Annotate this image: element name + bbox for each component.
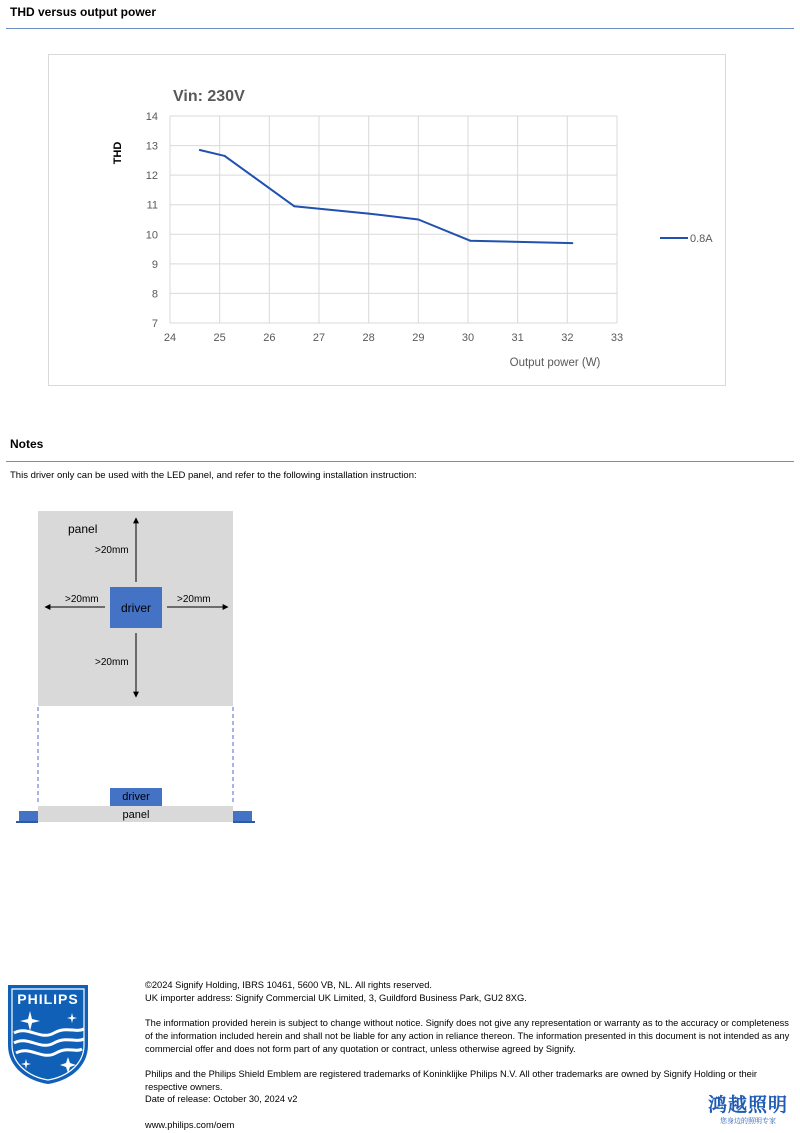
x-tick-label: 27 (312, 332, 326, 344)
data-point (224, 155, 226, 157)
y-tick-label: 10 (145, 229, 158, 242)
x-tick-label: 31 (511, 332, 524, 344)
dim-right: >20mm (177, 594, 211, 605)
x-tick-label: 30 (461, 332, 475, 344)
cn-brand-name: 鸿越照明 (707, 1095, 788, 1116)
dim-top: >20mm (95, 545, 129, 556)
x-tick-label: 32 (561, 332, 574, 344)
notes-text: This driver only can be used with the LED panel, and refer to the following installation instruction: (10, 470, 417, 481)
panel-label: panel (68, 522, 98, 536)
data-point (199, 149, 201, 151)
release-date: Date of release: October 30, 2024 v2 (145, 1094, 298, 1105)
driver-label: driver (120, 601, 152, 615)
data-point (293, 205, 295, 207)
x-tick-label: 29 (412, 332, 425, 344)
side-panel-label: panel (122, 809, 150, 821)
legend-label: 0.8A (690, 233, 713, 245)
x-axis-label: Output power (W) (509, 357, 601, 369)
x-tick-label: 26 (263, 332, 276, 344)
website-link[interactable]: www.philips.com/oem (145, 1119, 235, 1130)
y-tick-label: 9 (151, 258, 158, 271)
data-point (417, 219, 419, 221)
section-title-notes: Notes (10, 437, 44, 451)
side-driver-label: driver (122, 791, 150, 803)
chart-svg (49, 55, 725, 385)
dim-left: >20mm (65, 594, 99, 605)
cn-brand (700, 1095, 796, 1126)
data-point (368, 213, 370, 215)
notes-divider (6, 461, 794, 462)
y-tick-label: 8 (151, 288, 158, 301)
disclaimer: The information provided herein is subject to change without notice. Signify does not give any representation or warranty as to the accuracy or completeness of the information included herein and shall not be liable for any action in reliance thereon. The information presented in this document is not intended as any commercial offer and does not form part of any quotation or contract, unless otherwise agreed by Signify. (145, 1018, 790, 1054)
chart-title: Vin: 230V (173, 88, 245, 105)
footer (0, 975, 800, 1133)
x-tick-label: 24 (163, 332, 177, 344)
y-axis-label: THD (112, 141, 124, 165)
clip-right (233, 811, 252, 821)
section-title-thd: THD versus output power (10, 5, 157, 19)
installation-diagram (0, 500, 300, 840)
y-tick-label: 11 (146, 199, 158, 212)
cn-brand-slogan: 您身边的照明专家 (720, 1118, 776, 1125)
logo-text: PHILIPS (17, 991, 79, 1007)
footer-text (145, 979, 790, 1131)
x-tick-label: 33 (610, 332, 624, 344)
header-divider (6, 28, 794, 29)
trademark-notice: Philips and the Philips Shield Emblem are registered trademarks of Koninklijke Philips N.V. All other trademarks are owned by Signify Holding or their respective owners. (145, 1068, 758, 1092)
clip-left (19, 811, 38, 821)
data-point (469, 240, 471, 242)
importer-address: UK importer address: Signify Commercial UK Limited, 3, Guildford Business Park, GU2 8XG. (145, 992, 527, 1003)
y-tick-label: 13 (145, 140, 158, 153)
copyright: ©2024 Signify Holding, IBRS 10461, 5600 VB, NL. All rights reserved. (145, 980, 432, 990)
dim-bottom: >20mm (95, 657, 129, 668)
y-tick-label: 14 (145, 111, 158, 123)
series-line-0.8A (200, 150, 573, 243)
y-tick-label: 7 (151, 318, 158, 330)
data-point (571, 242, 573, 244)
diagram-svg (0, 500, 300, 840)
thd-chart (48, 54, 726, 386)
y-tick-label: 12 (145, 170, 158, 183)
x-tick-label: 25 (213, 332, 226, 344)
x-tick-label: 28 (362, 332, 375, 344)
